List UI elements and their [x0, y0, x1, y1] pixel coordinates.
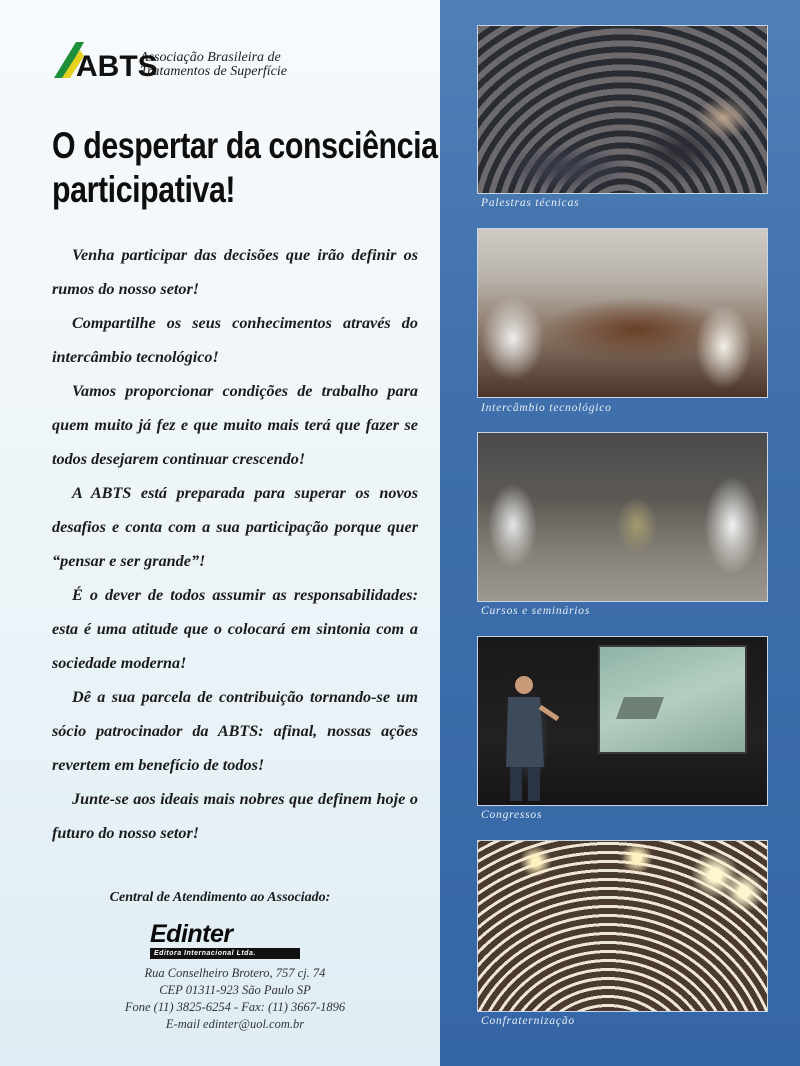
headline-line1: O despertar da consciência [52, 125, 438, 166]
body-paragraph-3: Vamos proporcionar condições de trabalho para quem muito já fez e que muito mais terá que fazer se todos desejarem continuar crescendo! [52, 382, 418, 468]
body-paragraph-5: É o dever de todos assumir as responsabilidades: esta é uma atitude que o colocará em sintonia com a sociedade moderna! [52, 586, 418, 672]
body-paragraph-6: Dê a sua parcela de contribuição tornando-se um sócio patrocinador da ABTS: afinal, nossas ações revertem em benefício de todos! [52, 688, 418, 774]
photo-tech-exchange [477, 228, 768, 398]
abts-logo-letters: ABTS [76, 50, 158, 83]
edinter-logo [150, 922, 300, 959]
address-phone: Fone (11) 3825-6254 - Fax: (11) 3667-1896 [124, 1000, 346, 1014]
association-name-line2: Tratamentos de Superfície [140, 64, 287, 79]
address-cep: CEP 01311-923 São Paulo SP [159, 983, 311, 997]
association-name [140, 51, 287, 79]
association-name-line1: Associação Brasileira de [140, 50, 281, 65]
contact-heading: Central de Atendimento ao Associado: [109, 890, 331, 905]
abts-logo-icon [54, 40, 158, 83]
photo-fellowship [477, 840, 768, 1012]
edinter-subtitle: Editora Internacional Ltda. [150, 948, 300, 959]
photo-congresses [477, 636, 768, 806]
caption-courses: Cursos e seminários [481, 605, 591, 617]
body-paragraph-7: Junte-se aos ideais mais nobres que definem hoje o futuro do nosso setor! [52, 790, 418, 842]
body-paragraph-4: A ABTS está preparada para superar os novos desafios e conta com a sua participação porque quer “pensar e ser grande”! [52, 484, 418, 570]
caption-technical-talks: Palestras técnicas [481, 197, 580, 209]
body-paragraph-2: Compartilhe os seus conhecimentos através do intercâmbio tecnológico! [52, 314, 418, 366]
photo-technical-talks [477, 25, 768, 194]
caption-congresses: Congressos [481, 809, 543, 821]
body-paragraph-1: Venha participar das decisões que irão definir os rumos do nosso setor! [52, 246, 418, 298]
caption-fellowship: Confraternização [481, 1015, 575, 1027]
address-block [90, 965, 380, 1033]
address-email: E-mail edinter@uol.com.br [165, 1017, 305, 1031]
address-street: Rua Conselheiro Brotero, 757 cj. 74 [144, 966, 326, 980]
abts-logo-mark [54, 40, 158, 83]
abts-logo [54, 40, 287, 83]
photo-courses [477, 432, 768, 602]
caption-tech-exchange: Intercâmbio tecnológico [481, 402, 612, 414]
body-text [52, 238, 418, 850]
headline [52, 124, 438, 212]
edinter-name: Edinter [150, 920, 233, 948]
headline-line2: participativa! [52, 169, 236, 210]
speaker-figure [478, 637, 767, 805]
